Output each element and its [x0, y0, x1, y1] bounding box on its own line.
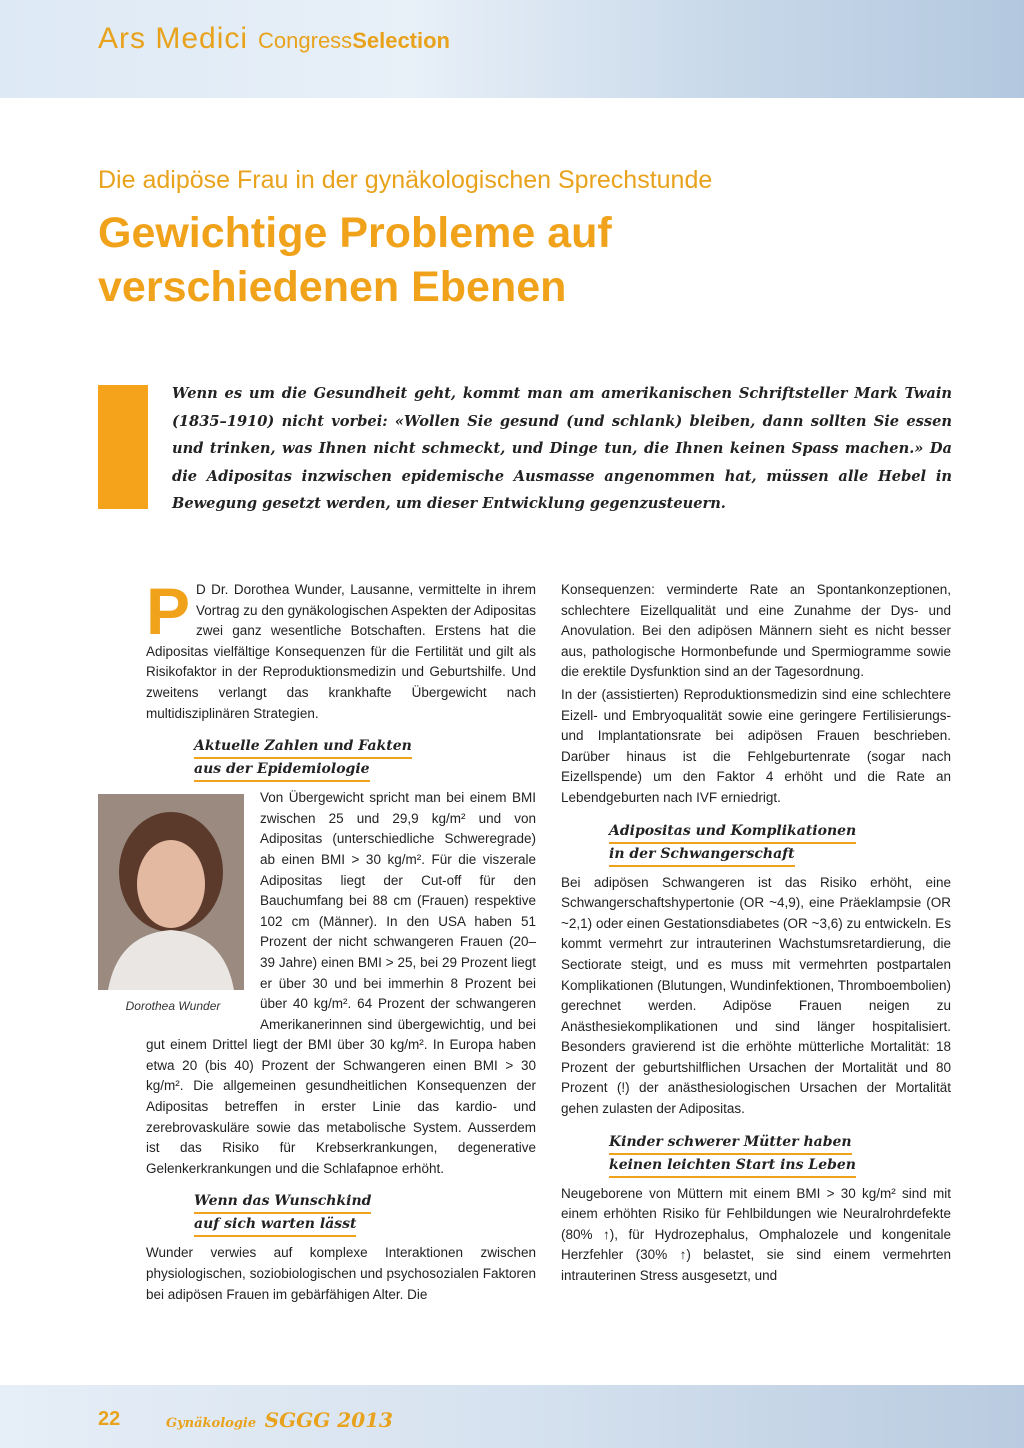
column-right [561, 580, 951, 1289]
children-paragraph: Neugeborene von Müttern mit einem BMI > 30 kg/m² sind mit einem erhöhten Risiko für Fehlbildungen wie Neuralrohrdefekte (80% ↑), für Hydrozephalus, Omphalozele und kongenitale Herzfehler (30% ↑) belastet, sie sind einem vermehrten intrauterinen Stress ausgesetzt, und [561, 1185, 951, 1284]
article-lead: Wenn es um die Gesundheit geht, kommt man am amerikanischen Schriftsteller Mark Twain (1835–1910) nicht vorbei: «Wollen Sie gesund (und schlank) bleiben, dann sollten Sie essen und trinken, was Ihnen nicht schmeckt, und Dinge tun, die Ihnen keinen Spass machen.» Da die Adipositas inzwischen epidemische Ausmasse angenommen hat, müssen alle Hebel in Bewegung gesetzt werden, um dieser Entwicklung gegenzusteuern. [172, 385, 952, 512]
wunschkind-paragraph: Wunder verwies auf komplexe Interaktionen zwischen physiologischen, soziobiologischen und psychosozialen Faktoren bei adipösen Frauen im gebärfähigen Alter. Die [146, 1245, 536, 1302]
section-heading-wunschkind [194, 1191, 536, 1237]
brand-selection: Selection [352, 28, 450, 53]
brand-logo [98, 22, 450, 62]
epidemiology-text: Von Übergewicht spricht man bei einem BMI zwischen 25 und 29,9 kg/m² und von Adipositas (unterschiedliche Schweregrade) ab einen BMI > 30 kg/m². Für die viszerale Adipositas liegt der Cut-off für den Bauchumfang bei 88 cm (Frauen) respektive 102 cm (Männer). In den USA haben 51 Prozent der nicht schwangeren Frauen (20–39 Jahre) einen BMI > 25, bei 29 Prozent liegt er über 30 und bei immerhin 8 Prozent bei über 40 kg/m². 64 Prozent der schwangeren Amerikanerinnen sind übergewichtig, und bei gut einem Drittel liegt der BMI über 30 kg/m². In Europa haben etwa 20 (bis 40) Prozent der Schwangeren einen BMI > 30 kg/m². Die allgemeinen gesundheitlichen Konsequenzen der Adipositas betreffen in erster Linie das kardio- und zerebrovaskuläre sowie das metabolische System. Ausserdem ist das Risiko für Krebserkrankungen, degenerative Gelenkerkrankungen und die Schlafapnoe erhöht. [146, 790, 536, 1176]
section-heading-line: Wenn das Wunschkind [194, 1191, 371, 1214]
page-number: 22 [98, 1408, 121, 1430]
author-photo-block [98, 794, 248, 1017]
consequences-paragraph: Konsequenzen: verminderte Rate an Spontankonzeptionen, schlechtere Eizellqualität und eine Zunahme der Dys- und Anovulation. Bei den adipösen Männern sieht es nicht besser aus, pathologische Hormonbefunde und Spermiogramme sowie die erektile Dysfunktion sind an der Tagesordnung. [561, 582, 951, 680]
section-heading-line: keinen leichten Start ins Leben [609, 1155, 856, 1178]
section-heading-line: Adipositas und Komplikationen [609, 821, 856, 844]
drop-cap: P [146, 574, 191, 648]
photo-caption: Dorothea Wunder [125, 999, 221, 1014]
lead-accent-bar [98, 385, 148, 509]
brand-ars-medici: Ars Medici [98, 22, 249, 55]
epidemiology-paragraph [125, 788, 536, 1179]
complications-paragraph: Bei adipösen Schwangeren ist das Risiko erhöht, eine Schwangerschaftshypertonie (OR ~4,9), eine Präeklampsie (OR ~2,1) oder einen Gestationsdiabetes (OR ~3,6) zu entwickeln. Es kommt vermehrt zur intrauterinen Wachstumsretardierung, die Sectiorate steigt, und es muss mit vermehrten postpartalen Komplikationen (Blutungen, Wundinfektionen, Thromboembolien) gerechnet werden. Adipöse Frauen neigen zu Anästhesiekomplikationen und sind länger hospitalisiert. Besonders gravierend ist die erhöhte mütterliche Mortalität: 18 Prozent der geburtshilflichen Ursachen der Mortalität und 80 Prozent (!) der anästhesiologischen Ursachen der Mortalität gehen zulasten der Adipositas. [561, 874, 951, 1117]
journal-name-b: SGGG 2013 [264, 1408, 393, 1432]
section-heading-children [609, 1132, 951, 1178]
column-left [125, 574, 537, 1307]
intro-paragraph [146, 574, 537, 724]
section-heading-epidemiology [194, 736, 536, 782]
section-heading-line: in der Schwangerschaft [609, 844, 795, 867]
section-heading-line: auf sich warten lässt [194, 1214, 356, 1237]
journal-name [166, 1408, 393, 1432]
section-heading-line: aus der Epidemiologie [194, 759, 370, 782]
portrait-icon [98, 794, 244, 990]
brand-congress: Congress [258, 28, 353, 53]
article-subtitle: Die adipöse Frau in der gynäkologischen Sprechstunde [98, 166, 713, 194]
section-heading-complications [609, 821, 951, 867]
section-heading-line: Kinder schwerer Mütter haben [609, 1132, 852, 1155]
intro-text: D Dr. Dorothea Wunder, Lausanne, vermittelte in ihrem Vortrag zu den gynäkologischen Aspekten der Adipositas zwei ganz wesentliche Botschaften. Erstens hat die Adipositas vielfältige Konsequenzen für die Fertilität und gilt als Risikofaktor in der Reproduktionsmedizin und Geburtshilfe. Und zweitens verlangt das krankhafte Übergewicht nach multidisziplinären Strategien. [146, 582, 537, 721]
section-heading-line: Aktuelle Zahlen und Fakten [194, 736, 412, 759]
article-title: Gewichtige Probleme auf verschiedenen Ebenen [98, 209, 612, 311]
reproduction-paragraph: In der (assistierten) Reproduktionsmedizin sind eine schlechtere Eizell- und Embryoqualität sowie eine geringere Fertilisierungs- und Implantationsrate bei adipösen Frauen beschrieben. Darüber hinaus ist die Fehlgeburtenrate (sogar nach Eizellspende) um den Faktor 4 erhöht und die Rate an Lebendgeburten nach IVF erniedrigt. [561, 686, 951, 805]
footer-band [0, 1385, 1024, 1448]
author-photo [98, 794, 244, 990]
brand-congress-selection [258, 28, 450, 54]
journal-name-a: Gynäkologie [166, 1416, 257, 1431]
